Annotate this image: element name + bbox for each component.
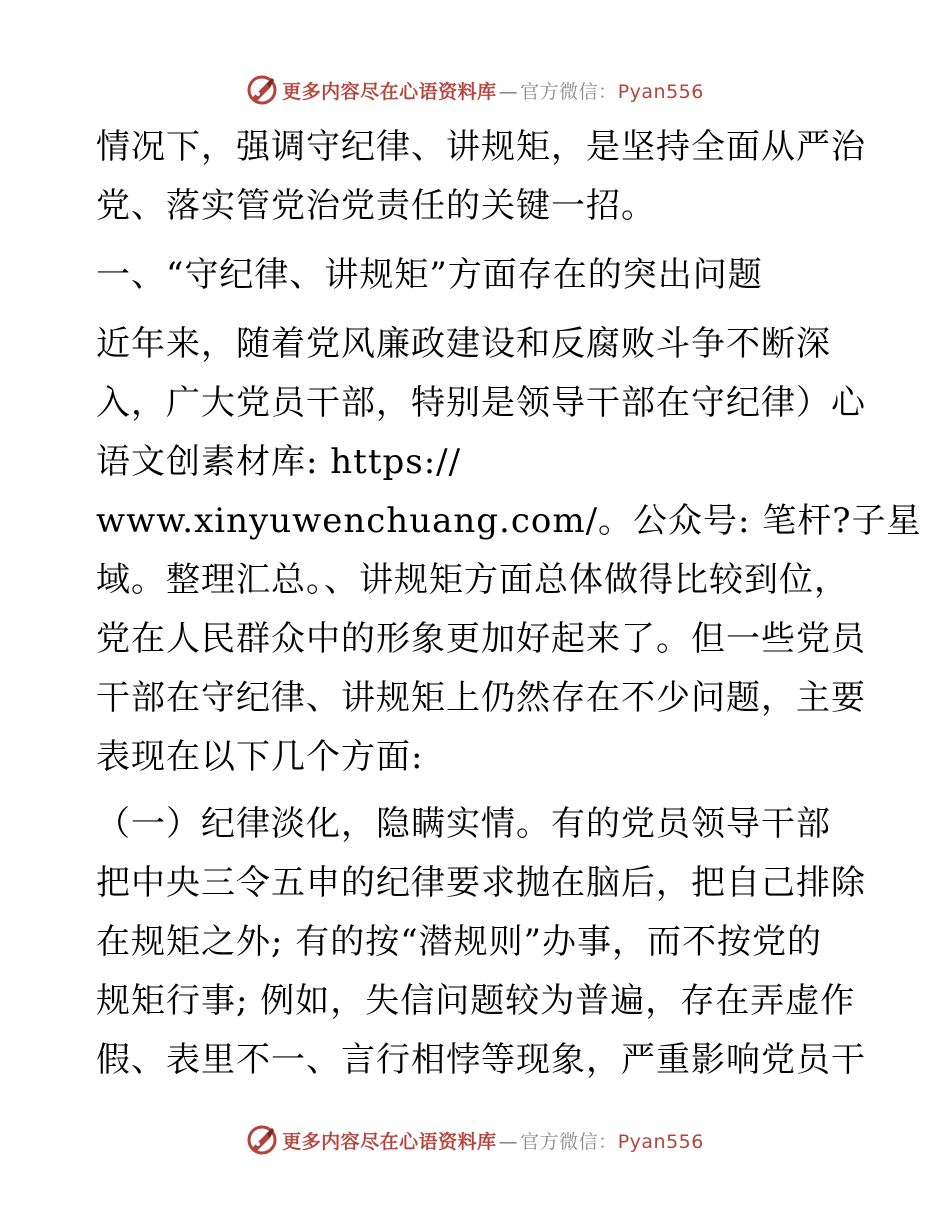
paragraph-gap	[96, 236, 852, 246]
text-line: 干部在守纪律、讲规矩上仍然存在不少问题，主要	[96, 678, 866, 718]
pen-logo-icon	[246, 1124, 278, 1156]
section-heading: 一、“守纪律、讲规矩”方面存在的突出问题	[96, 255, 763, 295]
footer-wechat-label: 官方微信：	[520, 1130, 618, 1153]
header-wechat-id: Pyan556	[617, 80, 704, 103]
document-body	[96, 118, 922, 1090]
text-line: 把中央三令五申的纪律要求抛在脑后，把自己排除	[96, 863, 866, 903]
text-line: 假、表里不一、言行相悖等现象，严重影响党员干	[96, 1040, 866, 1080]
header-separator: —	[498, 80, 519, 103]
text-line: 语文创素材库: https://	[96, 442, 462, 482]
footer-banner-text	[282, 1127, 704, 1154]
pen-logo-icon	[246, 74, 278, 106]
header-banner	[0, 72, 950, 108]
text-line: 党、落实管党治党责任的关键一招。	[96, 186, 656, 226]
text-line: 情况下，强调守纪律、讲规矩，是坚持全面从严治	[96, 127, 866, 167]
text-line: 在规矩之外; 有的按“潜规则”办事，而不按党的	[96, 922, 823, 962]
text-line: www.xinyuwenchuang.com/。公众号: 笔杆?子星	[96, 501, 922, 541]
header-wechat-label: 官方微信：	[520, 80, 618, 103]
header-brand: 更多内容尽在心语资料库	[282, 80, 497, 103]
footer-separator: —	[498, 1130, 519, 1153]
text-line: 党在人民群众中的形象更加好起来了。但一些党员	[96, 619, 866, 659]
text-line: 入，广大党员干部，特别是领导干部在守纪律）心	[96, 383, 866, 423]
paragraph-gap	[96, 305, 852, 315]
text-line: 域。整理汇总。、讲规矩方面总体做得比较到位，	[96, 560, 849, 600]
footer-banner	[0, 1122, 950, 1158]
paragraph-gap	[96, 787, 852, 795]
footer-brand: 更多内容尽在心语资料库	[282, 1130, 497, 1153]
footer-wechat-id: Pyan556	[617, 1130, 704, 1153]
text-line: （一）纪律淡化，隐瞒实情。有的党员领导干部	[96, 804, 831, 844]
header-banner-text	[282, 77, 704, 104]
text-line: 规矩行事; 例如，失信问题较为普遍，存在弄虚作	[96, 981, 856, 1021]
text-line: 表现在以下几个方面:	[96, 737, 424, 777]
text-line: 近年来，随着党风廉政建设和反腐败斗争不断深	[96, 324, 831, 364]
